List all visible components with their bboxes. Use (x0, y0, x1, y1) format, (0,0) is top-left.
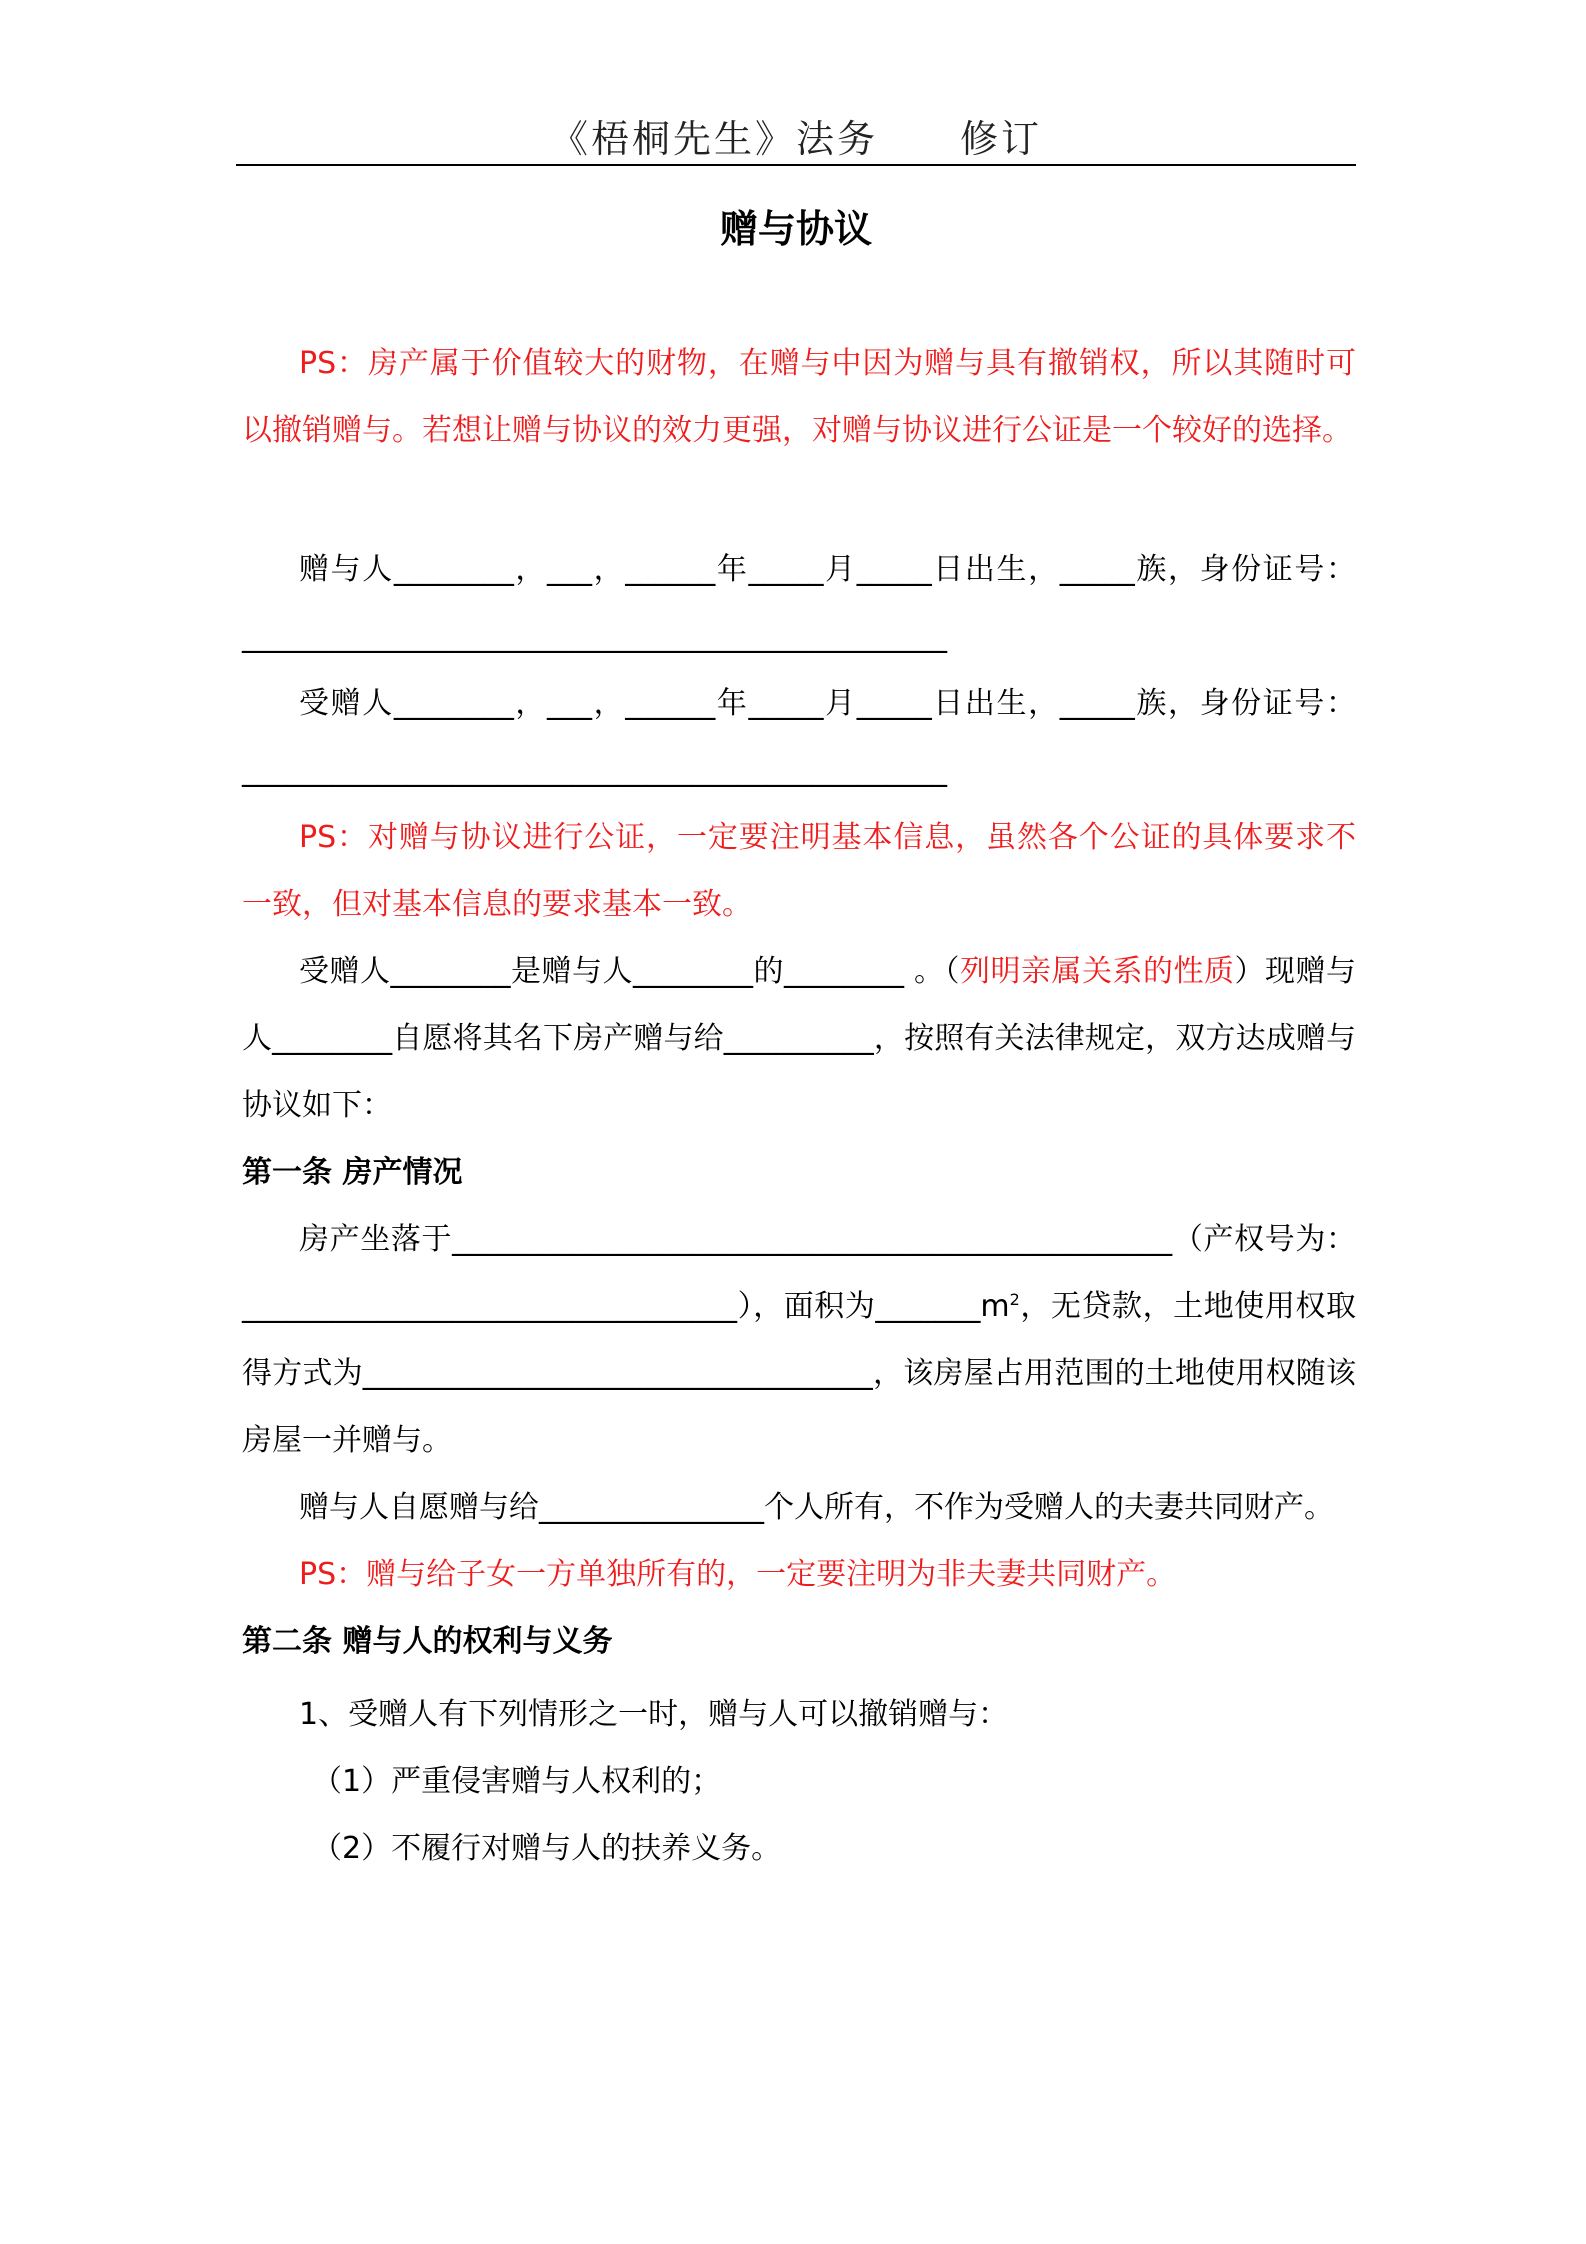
donee-info: 受赠人________，___，______年_____月_____日出生，_____族，身份证号：_______________________________________________ (242, 686, 1356, 788)
area-unit-superscript: 2 (1009, 1290, 1020, 1309)
relation-text-before: 受赠人________是赠与人________的________ 。（ (299, 954, 961, 989)
document-title: 赠与协议 (719, 207, 872, 251)
donor-info: 赠与人________，___，______年_____月_____日出生，_____族，身份证号：_______________________________________________ (242, 552, 1356, 654)
property-details (242, 1206, 1356, 1474)
article-2-heading: 第二条 赠与人的权利与义务 (242, 1624, 613, 1659)
personal-ownership-clause: 赠与人自愿赠与给_______________个人所有，不作为受赠人的夫妻共同财产。 (299, 1490, 1334, 1525)
ps-note-separate-property: PS：赠与给子女一方单独所有的，一定要注明为非夫妻共同财产。 (299, 1557, 1177, 1592)
revocation-condition-2: （2）不履行对赠与人的扶养义务。 (312, 1831, 782, 1866)
ps-note-basic-info: PS：对赠与协议进行公证，一定要注明基本信息，虽然各个公证的具体要求不一致，但对基本信息的要求基本一致。 (242, 820, 1356, 922)
document-body (242, 330, 1356, 1882)
relation-paragraph (242, 938, 1356, 1139)
relation-text-after: ）现赠与人________自愿将其名下房产赠与给__________，按照有关法律规定，双方达成赠与协议如下： (242, 954, 1356, 1123)
property-text-after: ，无贷款，土地使用权取得方式为__________________________________，该房屋占用范围的土地使用权随该房屋一并赠与。 (242, 1289, 1356, 1458)
article-1-heading: 第一条 房产情况 (242, 1155, 463, 1190)
property-text-before: 房产坐落于________________________________________________（产权号为：_________________________________），面积为_______m (242, 1222, 1356, 1324)
header-divider (236, 164, 1356, 166)
revocation-clause: 1、受赠人有下列情形之一时，赠与人可以撤销赠与： (299, 1697, 1009, 1732)
relation-hint: 列明亲属关系的性质 (960, 954, 1235, 989)
page-header: 《梧桐先生》法务 修订 (549, 117, 1042, 161)
revocation-condition-1: （1）严重侵害赠与人权利的； (312, 1764, 722, 1799)
ps-note-notarization: PS：房产属于价值较大的财物，在赠与中因为赠与具有撤销权，所以其随时可以撤销赠与。若想让赠与协议的效力更强，对赠与协议进行公证是一个较好的选择。 (242, 346, 1356, 448)
